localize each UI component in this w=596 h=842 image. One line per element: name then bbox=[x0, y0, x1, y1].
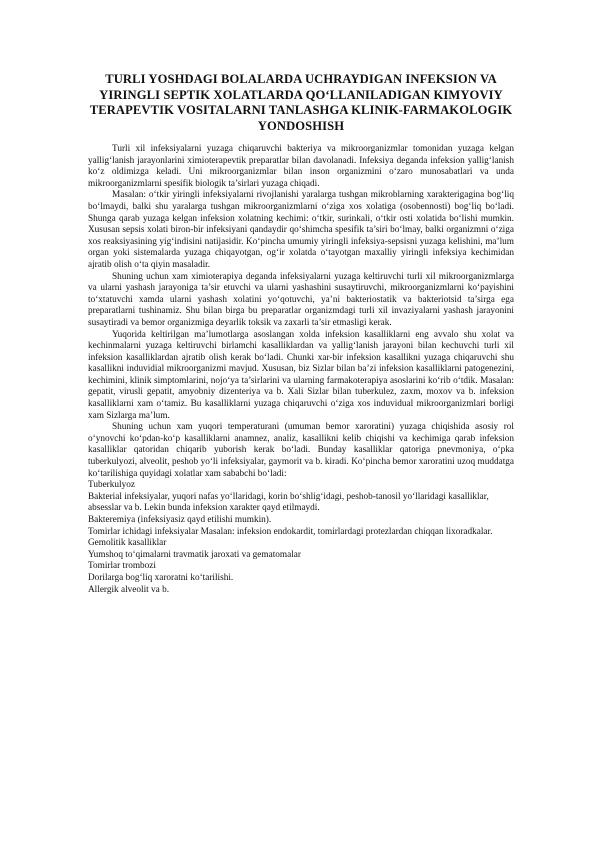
list-line: Yumshoq to‘qimalarni travmatik jaroxati va gematomalar bbox=[88, 549, 301, 560]
list-line: Allergik alveolit va b. bbox=[88, 584, 170, 595]
document-title: TURLI YOSHDAGI BOLALARDA UCHRAYDIGAN INFEKSION VA YIRINGLI SEPTIK XOLATLARDA QO‘LLANILADIGAN KIMYOVIY TERAPEVTIK VOSITALARNI TANLASHGA KLINIK-FARMAKOLOGIK YONDOSHISH bbox=[89, 72, 513, 133]
paragraph: Shuning uchun xam ximioterapiya deganda infeksiyalarni yuzaga keltiruvchi turli xil mikroorganizmlarga va ularni yashash jarayoniga ta’sir etuvchi va ularni yashashini susaytiruvchi, mikroorganizmlarni ko‘payishini to‘xtatuvchi xamda ularni yashash xolatini yo‘qotuvchi, ya’ni bakteriostatik va bakteriotsid ta’sirga ega preparatlarni tushinamiz. Shu bilan birga bu preparatlar organizmdagi turli xil invaziyalarni yashash jarayonini susaytiradi va bemor organizmiga deyarlik toksik va zaxarli ta’sir etmasligi kerak. bbox=[88, 271, 514, 328]
list-line: Bakteremiya (infeksiyasiz qayd etilishi mumkin). bbox=[88, 515, 272, 525]
list-line: Bakterial infeksiyalar, yuqori nafas yo‘llaridagi, korin bo‘shlig‘idagi, peshob-tanosil yo‘llaridagi kasalliklar, absesslar va b. Lekin bunda infeksion xarakter qayd etilmaydi. bbox=[88, 491, 489, 514]
document-page bbox=[88, 72, 514, 596]
paragraph: Yuqorida keltirilgan ma’lumotlarga asoslangan xolda infeksion kasalliklarni eng avvalo shu xolat va kechinmalarni yuzaga keltiruvchi birlamchi kasalliklardan va yallig‘lanish jarayoni bilan kechuvchi turli xil infeksion kasalliklardan ajratib olish kerak bo‘ladi. Chunki xar-bir infeksion kasallikni yuzaga chiqaruvchi shu kasallikni induvidial mikroorganizmi mavjud. Xususan, biz Sizlar bilan ba’zi infeksion kasalliklarni patogenezini, kechimini, klinik simptomlarini, nojo‘ya ta’sirlarini va ularning farmakoterapiya asoslarini ko‘rib o‘tdik. Masalan: gepatit, virusli gepatit, amyobniy dizenteriya va b. Xali Sizlar bilan tuberkulez, zaxm, moxov va b. infeksion kasalliklarni xam o‘tamiz. Bu kasalliklarni yuzaga chiqaruvchi o‘ziga xos induvidual mikroorganizmlari borligi xam Sizlarga ma’lum. bbox=[88, 329, 514, 421]
list-line: Tomirlar ichidagi infeksiyalar Masalan: infeksion endokardit, tomirlardagi protezlardan chiqqan lixoradkalar. bbox=[88, 526, 493, 537]
document-body bbox=[88, 144, 514, 596]
paragraph: Masalan: o‘tkir yiringli infeksiyalarni rivojlanishi yaralarga tushgan mikroblarning xarakterigagina bog‘liq bo‘lmaydi, balki shu yaralarga tushgan mikroorganizmlarni o‘ziga xos xolatiga (osobennosti) bog‘liq bo‘ladi. Shunga qarab yuzaga kelgan infeksion xolatning kechimi: o‘tkir, surinkali, o‘tkir osti xolatida bo‘lishi mumkin. Xususan sepsis xolati biron-bir infeksiyani qandaydir qo‘shimcha spesifik ta’siri bo‘lmay, balki organizmni o‘ziga xos reaksiyasining yig‘indisini natijasidir. Ko‘pincha umumiy yiringli infeksiya-sepsisni yuzaga kelishini, ma’lum organ yoki sistemalarda yuzaga chiqayotgan, og‘ir xolatda o‘tayotgan maxalliy yiringli infeksiya kechimidan ajratib olish o‘ta qiyin masaladir. bbox=[88, 190, 514, 270]
list-line: Tomirlar trombozi bbox=[88, 561, 156, 572]
list-line: Gemolitik kasalliklar bbox=[88, 538, 167, 549]
paragraph: Shuning uchun xam yuqori temperaturani (umuman bemor xaroratini) yuzaga chiqishida asosiy rol o‘ynovchi ko‘pdan-ko‘p kasalliklarni anamnez, analiz, kasallikni kelib chiqishi va kechimiga qarab infeksion kasalliklar qatoridan chiqarib yuborish kerak bo‘ladi. Bunday kasalliklar qatoriga pnevmoniya, o‘pka tuberkulyozi, alveolit, peshob yo‘li infeksiyalar, gaymorit va b. kiradi. Ko‘pincha bemor xaroratini uzoq muddatga ko‘tarilishiga quyidagi xolatlar xam sababchi bo‘ladi: bbox=[88, 422, 514, 479]
list-line: Dorilarga bog‘liq xaroratni ko‘tarilishi. bbox=[88, 572, 234, 583]
paragraph: Turli xil infeksiyalarni yuzaga chiqaruvchi bakteriya va mikroorganizmlar tomonidan yuzaga kelgan yallig‘lanish jarayonlarini ximioterapevtik preparatlar bilan davolanadi. Infeksiya deganda infeksion yallig‘lanish ko‘z oldimizga keladi. Uni mikroorganizmlar bilan inson organizmini o‘zaro munosabatlari va unda mikroorganizmlarni spesifik biologik ta’sirlari yuzaga chiqadi. bbox=[88, 144, 514, 189]
list-line: Tuberkulyoz bbox=[88, 480, 135, 491]
